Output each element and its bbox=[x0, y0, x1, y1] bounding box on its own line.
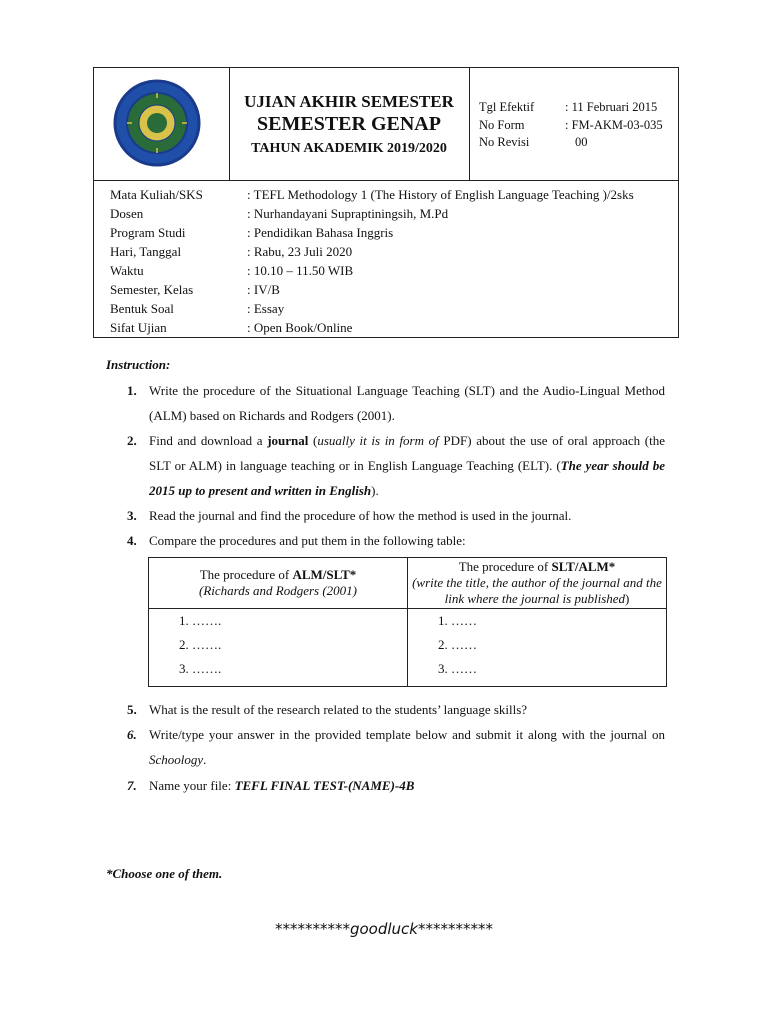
meta-value: : 11 Februari 2015 bbox=[565, 100, 658, 114]
header-text: ) bbox=[625, 591, 630, 606]
item-text: Compare the procedures and put them in the following table: bbox=[149, 533, 466, 548]
university-logo-icon bbox=[107, 78, 207, 168]
header-text: The procedure of bbox=[458, 559, 552, 574]
item-number: 4. bbox=[127, 533, 137, 548]
title-cell bbox=[229, 68, 470, 180]
meta-value: 00 bbox=[575, 135, 588, 149]
list-item: 3. ……. bbox=[179, 661, 222, 676]
text-run: ). bbox=[371, 483, 379, 498]
header-source: (write the title, the author of the journal and the link where the journal is published bbox=[412, 575, 662, 606]
info-value: : Open Book/Online bbox=[247, 320, 353, 335]
info-key: Hari, Tanggal bbox=[110, 244, 182, 259]
header-top-row bbox=[94, 68, 678, 181]
exam-header-box bbox=[93, 67, 679, 338]
text-run: PDF) about the use of oral approach (the SLT or ALM) in language teaching or in English Language Teaching (ELT). ( bbox=[149, 433, 665, 473]
year-requirement: The year should be 2015 up to present and written in English bbox=[149, 458, 665, 498]
logo-cell bbox=[94, 68, 230, 180]
info-value: : Nurhandayani Supraptiningsih, M.Pd bbox=[247, 206, 449, 221]
stars-right: ********** bbox=[418, 920, 493, 938]
left-list-cell bbox=[149, 609, 408, 687]
meta-key: No Revisi bbox=[479, 135, 530, 149]
info-value: : Rabu, 23 Juli 2020 bbox=[247, 244, 353, 259]
text-run: Name your file: bbox=[149, 778, 235, 793]
stars-left: ********** bbox=[274, 920, 350, 938]
academic-year: TAHUN AKADEMIK 2019/2020 bbox=[251, 141, 447, 156]
instruction-title: Instruction: bbox=[106, 357, 171, 372]
item-text bbox=[149, 773, 665, 798]
comparison-table bbox=[148, 557, 667, 687]
schoology-name: Schoology bbox=[149, 752, 204, 767]
list-item: 1. …… bbox=[438, 613, 477, 628]
info-value: : 10.10 – 11.50 WIB bbox=[247, 263, 354, 278]
header-text: The procedure of bbox=[199, 567, 293, 582]
file-name: TEFL FINAL TEST-(NAME)-4B bbox=[234, 778, 415, 793]
info-key: Dosen bbox=[110, 206, 144, 221]
list-item: 3. …… bbox=[438, 661, 477, 676]
form-meta-cell bbox=[469, 68, 678, 180]
goodluck-line bbox=[0, 920, 768, 938]
text-run: . bbox=[203, 752, 207, 767]
info-value: : Pendidikan Bahasa Inggris bbox=[247, 225, 394, 240]
item-number: 2. bbox=[127, 433, 137, 448]
item-text bbox=[149, 722, 665, 772]
left-header-cell bbox=[149, 558, 408, 609]
choose-note: *Choose one of them. bbox=[106, 866, 223, 881]
meta-key: No Form bbox=[479, 118, 525, 132]
info-key: Bentuk Soal bbox=[110, 301, 174, 316]
list-item: 2. ……. bbox=[179, 637, 222, 652]
info-value: : Essay bbox=[247, 301, 285, 316]
info-key: Mata Kuliah/SKS bbox=[110, 187, 203, 202]
goodluck-text: goodluck bbox=[349, 920, 418, 938]
text-run-italic: usually it is in form of bbox=[317, 433, 439, 448]
info-key: Program Studi bbox=[110, 225, 186, 240]
info-value: : IV/B bbox=[247, 282, 280, 297]
list-item: 1. ……. bbox=[179, 613, 222, 628]
info-key: Waktu bbox=[110, 263, 144, 278]
item-number: 6. bbox=[127, 727, 137, 742]
info-key: Sifat Ujian bbox=[110, 320, 167, 335]
item-text: What is the result of the research related to the students’ language skills? bbox=[149, 702, 528, 717]
text-run: Write/type your answer in the provided template below and submit it along with the journal on bbox=[149, 727, 665, 742]
text-run: ( bbox=[308, 433, 318, 448]
journal-emphasis: journal bbox=[267, 433, 309, 448]
header-source: (Richards and Rodgers (2001) bbox=[198, 583, 358, 598]
item-number: 7. bbox=[127, 778, 137, 793]
info-value: : TEFL Methodology 1 (The History of English Language Teaching )/2sks bbox=[247, 187, 634, 202]
text-run: Find and download a bbox=[149, 433, 268, 448]
header-method: ALM/SLT* bbox=[292, 567, 357, 582]
item-number: 5. bbox=[127, 702, 137, 717]
header-method: SLT/ALM* bbox=[551, 559, 616, 574]
table-header-row bbox=[149, 558, 667, 609]
meta-value: : FM-AKM-03-035 bbox=[565, 118, 663, 132]
list-item: 2. …… bbox=[438, 637, 477, 652]
item-number: 1. bbox=[127, 383, 137, 398]
info-key: Semester, Kelas bbox=[110, 282, 194, 297]
right-header-cell bbox=[408, 558, 667, 609]
item-text: Write the procedure of the Situational Language Teaching (SLT) and the Audio-Lingual Method (ALM) based on Richards and Rodgers (2001). bbox=[149, 383, 665, 423]
item-number: 3. bbox=[127, 508, 137, 523]
right-list-cell bbox=[408, 609, 667, 687]
semester-title: SEMESTER GENAP bbox=[257, 113, 441, 135]
exam-title: UJIAN AKHIR SEMESTER bbox=[244, 92, 454, 111]
item-text bbox=[149, 428, 665, 503]
meta-key: Tgl Efektif bbox=[479, 100, 535, 114]
item-text: Read the journal and find the procedure of how the method is used in the journal. bbox=[149, 508, 572, 523]
table-row bbox=[149, 609, 667, 687]
